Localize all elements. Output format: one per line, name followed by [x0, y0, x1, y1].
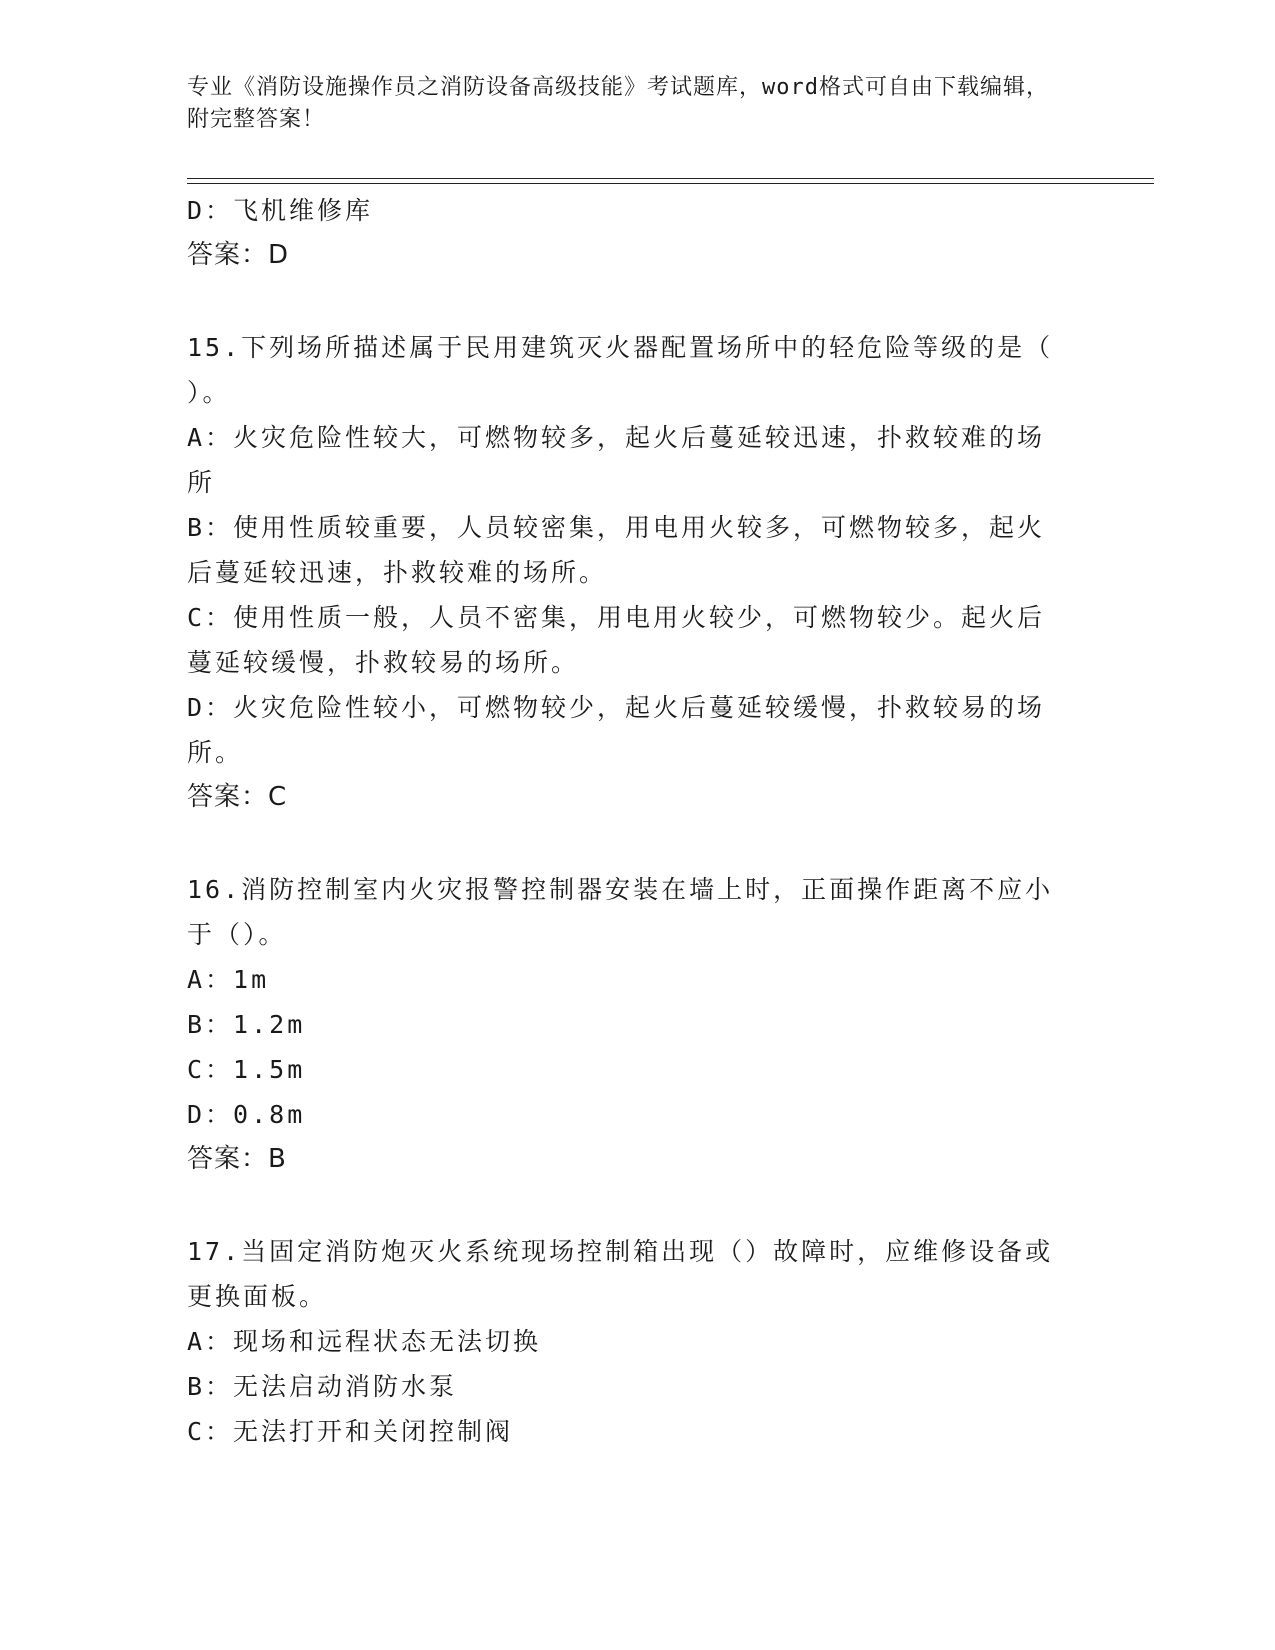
option-c-cont: 蔓延较缓慢，扑救较易的场所。: [187, 648, 580, 677]
option-d-cont: 所。: [187, 738, 244, 767]
option-a-cont: 所: [187, 468, 216, 497]
option-b-cont: 后蔓延较迅速，扑救较难的场所。: [187, 558, 608, 587]
option-b: B：无法启动消防水泵: [187, 1372, 458, 1401]
option-b: B：1.2m: [187, 1010, 306, 1039]
answer: 答案：C: [187, 782, 288, 812]
option-c: C：1.5m: [187, 1055, 306, 1084]
question-17: [187, 1229, 1067, 1454]
option-a: A：现场和远程状态无法切换: [187, 1327, 542, 1356]
question-15: [187, 325, 1067, 820]
question-stem-cont: ）。: [187, 378, 231, 407]
question-stem-cont: 于（）。: [187, 920, 287, 949]
answer: 答案：D: [187, 240, 290, 270]
question-stem-cont: 更换面板。: [187, 1282, 328, 1311]
option-c: C：使用性质一般，人员不密集，用电用火较少，可燃物较少。起火后: [187, 603, 1046, 632]
option-c: C：无法打开和关闭控制阀: [187, 1417, 514, 1446]
spacer: [187, 1182, 1067, 1229]
spacer: [187, 278, 1067, 325]
header-rule-top: [187, 178, 1154, 179]
option-b: B：使用性质较重要，人员较密集，用电用火较多，可燃物较多，起火: [187, 513, 1046, 542]
option-a: A：1m: [187, 965, 270, 994]
option-a: A：火灾危险性较大，可燃物较多，起火后蔓延较迅速，扑救较难的场: [187, 423, 1046, 452]
document-header: 专业《消防设施操作员之消防设备高级技能》考试题库，word格式可自由下载编辑，附完整答案！: [187, 75, 1049, 132]
document-body: [187, 188, 1067, 1454]
option-d: D：0.8m: [187, 1100, 306, 1129]
option-d: D：飞机维修库: [187, 196, 374, 225]
spacer: [187, 820, 1067, 867]
header-rule-bottom: [187, 183, 1154, 184]
question-14-tail: [187, 188, 1067, 278]
question-stem: 16.消防控制室内火灾报警控制器安装在墙上时，正面操作距离不应小: [187, 875, 1054, 904]
question-16: [187, 867, 1067, 1182]
option-d: D：火灾危险性较小，可燃物较少，起火后蔓延较缓慢，扑救较易的场: [187, 693, 1046, 722]
question-stem: 15.下列场所描述属于民用建筑灭火器配置场所中的轻危险等级的是（: [187, 333, 1054, 362]
answer: 答案：B: [187, 1144, 287, 1174]
question-stem: 17.当固定消防炮灭火系统现场控制箱出现（）故障时，应维修设备或: [187, 1237, 1054, 1266]
